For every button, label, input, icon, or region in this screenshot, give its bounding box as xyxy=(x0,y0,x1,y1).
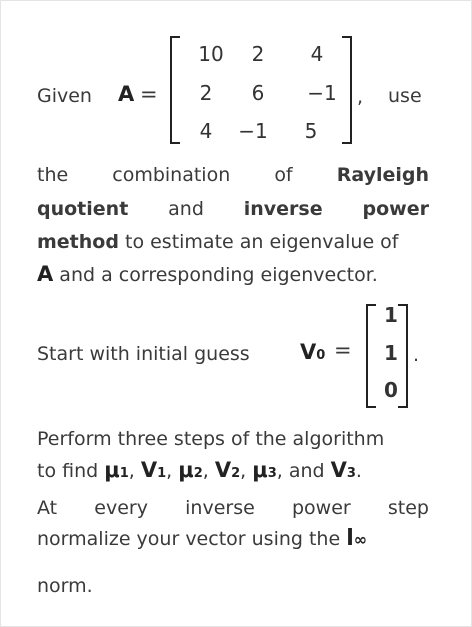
given-label: Given xyxy=(37,85,92,107)
word: step xyxy=(387,497,429,519)
mu-2: μ2 xyxy=(178,458,203,482)
matrix-ref: A xyxy=(37,262,54,286)
left-bracket xyxy=(366,304,376,408)
separator: , xyxy=(202,460,215,482)
matrix-cell: 2 xyxy=(251,42,265,66)
line-3 xyxy=(37,197,429,221)
line-4 xyxy=(37,230,399,254)
norm-word: norm. xyxy=(37,575,93,597)
matrix-cell: 10 xyxy=(198,42,224,66)
word: inverse xyxy=(185,497,255,519)
infinity-norm-symbol: l∞ xyxy=(346,526,368,551)
mu-1: μ1 xyxy=(104,458,129,482)
v0-symbol: V0 xyxy=(300,340,326,364)
matrix-cell: 4 xyxy=(199,119,213,143)
word-rayleigh: Rayleigh xyxy=(336,164,429,186)
separator: , xyxy=(128,460,141,482)
separator: , xyxy=(166,460,179,482)
matrix-cell: 5 xyxy=(304,119,318,143)
matrix-cell: 4 xyxy=(310,42,324,66)
word: and xyxy=(168,198,204,220)
start-text: Start with initial guess xyxy=(37,343,250,365)
matrix-cell: 6 xyxy=(251,81,265,105)
line-5 xyxy=(37,262,378,287)
separator: , xyxy=(240,460,253,482)
word: every xyxy=(94,497,148,519)
word-quotient: quotient xyxy=(37,198,129,220)
mu-3: μ3 xyxy=(252,458,277,482)
vector-cell: 0 xyxy=(384,378,398,402)
word-power: power xyxy=(362,198,429,220)
vector-cell: 1 xyxy=(384,303,398,327)
line-2 xyxy=(37,163,429,187)
matrix-cell: −1 xyxy=(238,119,268,143)
use-text: use xyxy=(388,85,422,107)
v-2: V2 xyxy=(214,458,241,482)
word: combination xyxy=(112,164,231,186)
word-inverse: inverse xyxy=(243,198,323,220)
word-method: method xyxy=(37,231,119,253)
equals-sign-2: = xyxy=(334,338,352,362)
matrix-cell: −1 xyxy=(307,81,337,105)
equals-sign: = xyxy=(140,82,158,106)
matrix-name: A xyxy=(118,82,135,106)
line-5-rest: and a corresponding eigenvector. xyxy=(53,264,378,286)
perform-line: Perform three steps of the algorithm xyxy=(37,428,385,450)
matrix-cell: 2 xyxy=(199,81,213,105)
find-prefix: to find xyxy=(37,460,99,482)
normalize-text: normalize your vector using the xyxy=(37,528,341,550)
normalize-line xyxy=(37,527,367,552)
separator: . xyxy=(355,460,362,482)
left-bracket xyxy=(170,36,180,144)
word: the xyxy=(37,164,69,186)
word: of xyxy=(274,164,293,186)
vector-cell: 1 xyxy=(384,341,398,365)
word: At xyxy=(37,497,58,519)
v-3: V3 xyxy=(330,458,356,482)
period: . xyxy=(413,344,420,366)
line-4-rest: to estimate an eigenvalue of xyxy=(118,231,399,253)
v-1: V1 xyxy=(140,458,167,482)
find-line xyxy=(37,458,362,486)
word: power xyxy=(291,497,351,519)
separator: , and xyxy=(276,460,331,482)
at-line xyxy=(37,496,429,520)
right-bracket xyxy=(342,36,352,144)
comma: , xyxy=(357,86,364,108)
